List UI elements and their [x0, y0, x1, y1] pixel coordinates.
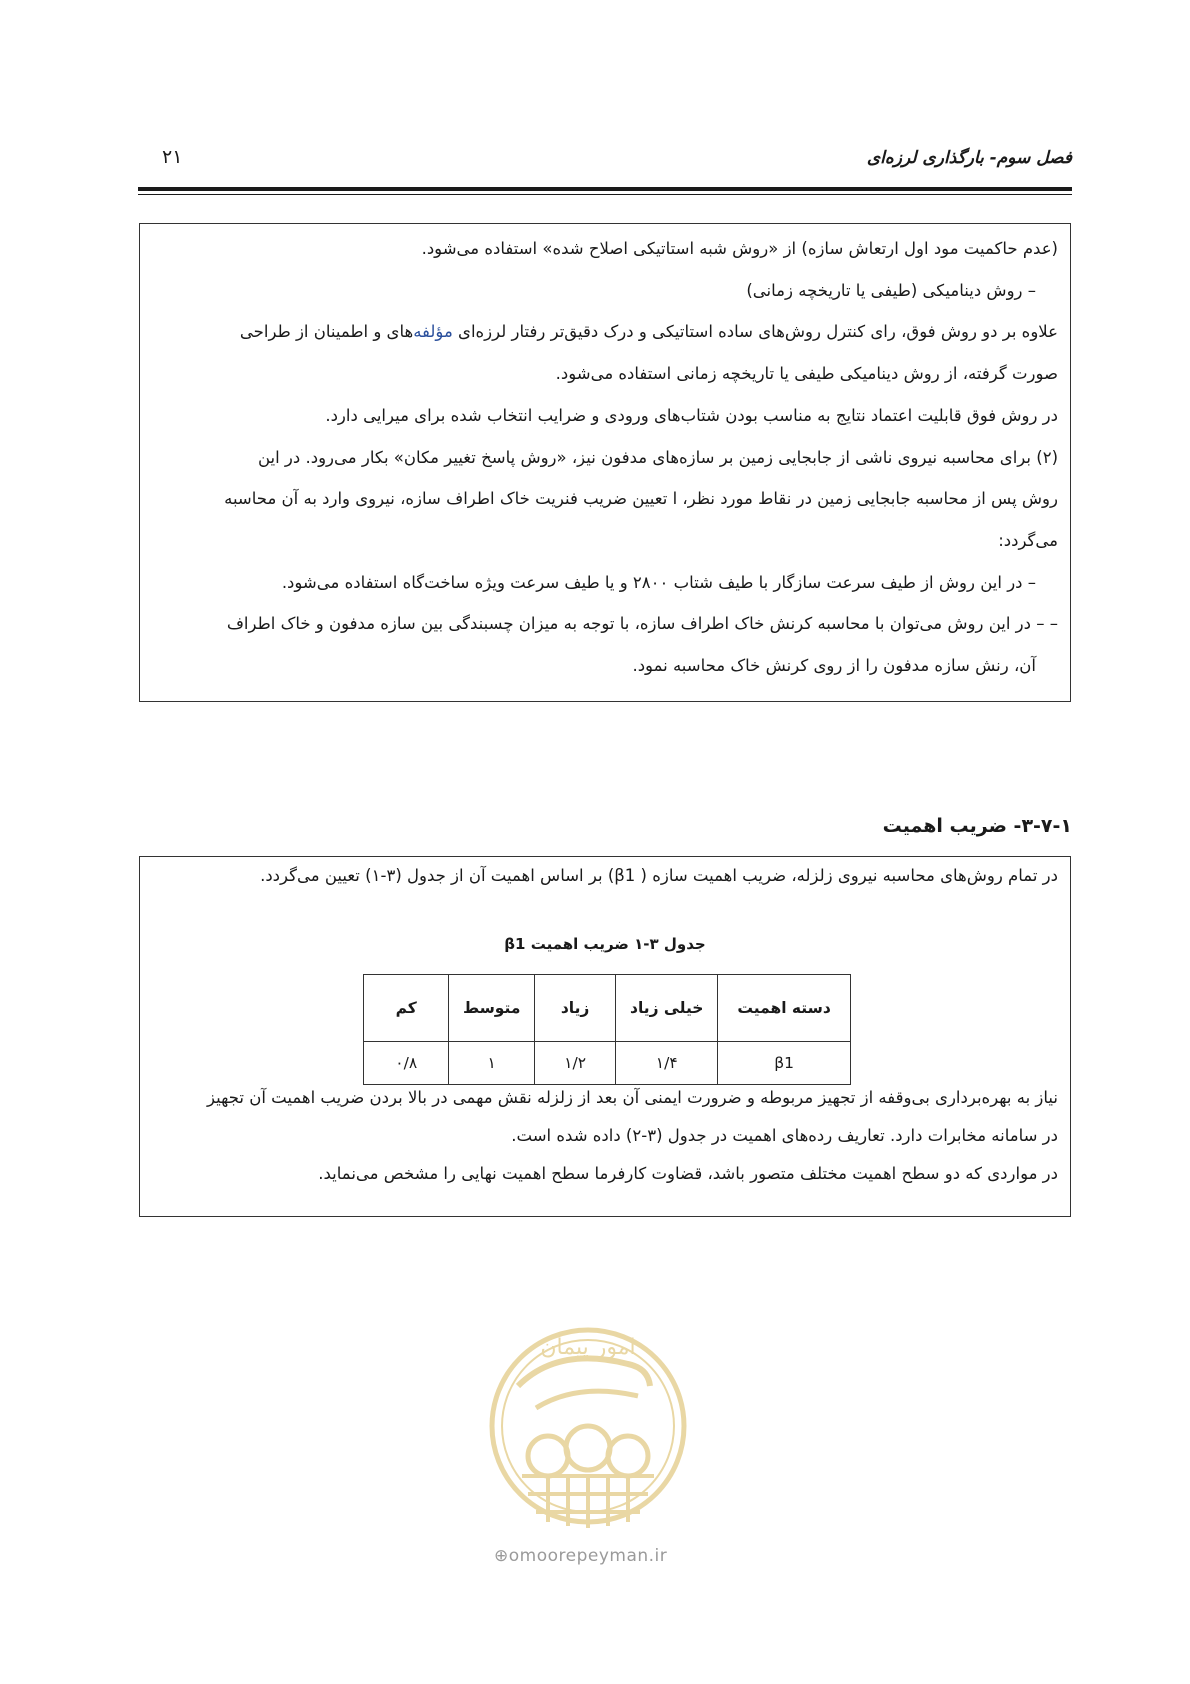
text-run: علاوه بر دو روش فوق، رای کنترل روش‌های ساده استاتیکی و درک دقیق‌تر رفتار لرزه‌ای	[452, 322, 1058, 342]
paragraph-line: در مواردی که دو سطح اهمیت مختلف متصور باشد، قضاوت کارفرما سطح اهمیت نهایی را مشخص می‌نماید.	[318, 1164, 1058, 1183]
methods-box	[139, 223, 1071, 702]
table-cell: β1	[718, 1042, 851, 1085]
paragraph-line: روش پس از محاسبه جابجایی زمین در نقاط مورد نظر، ا تعیین ضریب فنریت خاک اطراف سازه، نیروی وارد به آن محاسبه	[224, 489, 1058, 509]
paragraph-line: (۲) برای محاسبه نیروی ناشی از جابجایی زمین بر سازه‌های مدفون نیز، «روش پاسخ تغییر مکان» بکار می‌رود. در این	[257, 447, 1058, 467]
watermark-url	[494, 1546, 667, 1566]
text-run: ‌های و اطمینان از طراحی	[239, 322, 414, 342]
page-header	[138, 142, 1072, 186]
list-item: – – در این روش می‌توان با محاسبه کرنش خاک اطراف سازه، با توجه به میزان چسبندگی بین سازه مدفون و خاک اطراف	[226, 614, 1058, 634]
paragraph-line: می‌گردد:	[998, 530, 1058, 550]
paragraph-line	[152, 311, 1058, 353]
importance-table	[363, 974, 851, 1085]
paragraph-line: (عدم حاکمیت مود اول ارتعاش سازه) از «روش شبه استاتیکی اصلاح شده» استفاده می‌شود.	[421, 239, 1058, 258]
watermark-logo-text: امور پیمان	[540, 1335, 636, 1360]
table-cell: ۱	[449, 1042, 534, 1085]
table-caption: جدول ۳-۱ ضریب اهمیت β1	[504, 935, 706, 953]
table-cell: ۱/۲	[534, 1042, 615, 1085]
paragraph-line: صورت گرفته، از روش دینامیکی طیفی یا تاریخچه زمانی استفاده می‌شود.	[555, 364, 1058, 384]
body-text	[152, 1079, 1058, 1193]
paragraph-line: نیاز به بهره‌برداری بی‌وقفه از تجهیز مربوطه و ضرورت ایمنی آن بعد از زلزله نقش مهمی در بالا بردن ضریب اهمیت آن تجهیز	[207, 1088, 1058, 1107]
page-number: ۲۱	[162, 146, 183, 168]
paragraph-line: آن، رنش سازه مدفون را از روی کرنش خاک محاسبه نمود.	[632, 656, 1036, 676]
chapter-title: فصل سوم- بارگذاری لرزه‌ای	[866, 148, 1072, 168]
section-heading: ۳-۷-۱- ضریب اهمیت	[882, 815, 1072, 837]
table-header-cell: متوسط	[449, 975, 534, 1042]
table-header-cell: خیلی زیاد	[616, 975, 718, 1042]
globe-icon: ⊕	[494, 1546, 509, 1566]
list-item: – در این روش از طیف سرعت سازگار با طیف شتاب ۲۸۰۰ و یا طیف سرعت ویژه ساخت‌گاه استفاده می‌شود.	[281, 572, 1036, 592]
table-header-cell: زیاد	[534, 975, 615, 1042]
header-rule-thick	[138, 187, 1072, 191]
table-header-cell: دسته اهمیت	[718, 975, 851, 1042]
accent-text: مؤلفه	[413, 322, 453, 342]
table-header-cell: کم	[364, 975, 449, 1042]
table-header-row	[364, 975, 851, 1042]
header-rule-thin	[138, 194, 1072, 195]
watermark-logo	[478, 1316, 698, 1566]
paragraph-line: در تمام روش‌های محاسبه نیروی زلزله، ضریب اهمیت سازه ( β1) بر اساس اهمیت آن از جدول (۳-۱) تعیین می‌گردد.	[260, 866, 1058, 885]
paragraph-line: در سامانه مخابرات دارد. تعاریف رده‌های اهمیت در جدول (۳-۲) داده شده است.	[511, 1126, 1058, 1145]
list-item: – روش دینامیکی (طیفی یا تاریخچه زمانی)	[746, 280, 1036, 300]
table-cell: ۰/۸	[364, 1042, 449, 1085]
table-cell: ۱/۴	[616, 1042, 718, 1085]
importance-box	[139, 856, 1071, 1217]
watermark-url-text: omoorepeyman.ir	[508, 1546, 668, 1566]
paragraph-line: در روش فوق قابلیت اعتماد نتایج به مناسب بودن شتاب‌های ورودی و ضرایب انتخاب شده برای میرایی دارد.	[325, 405, 1058, 425]
